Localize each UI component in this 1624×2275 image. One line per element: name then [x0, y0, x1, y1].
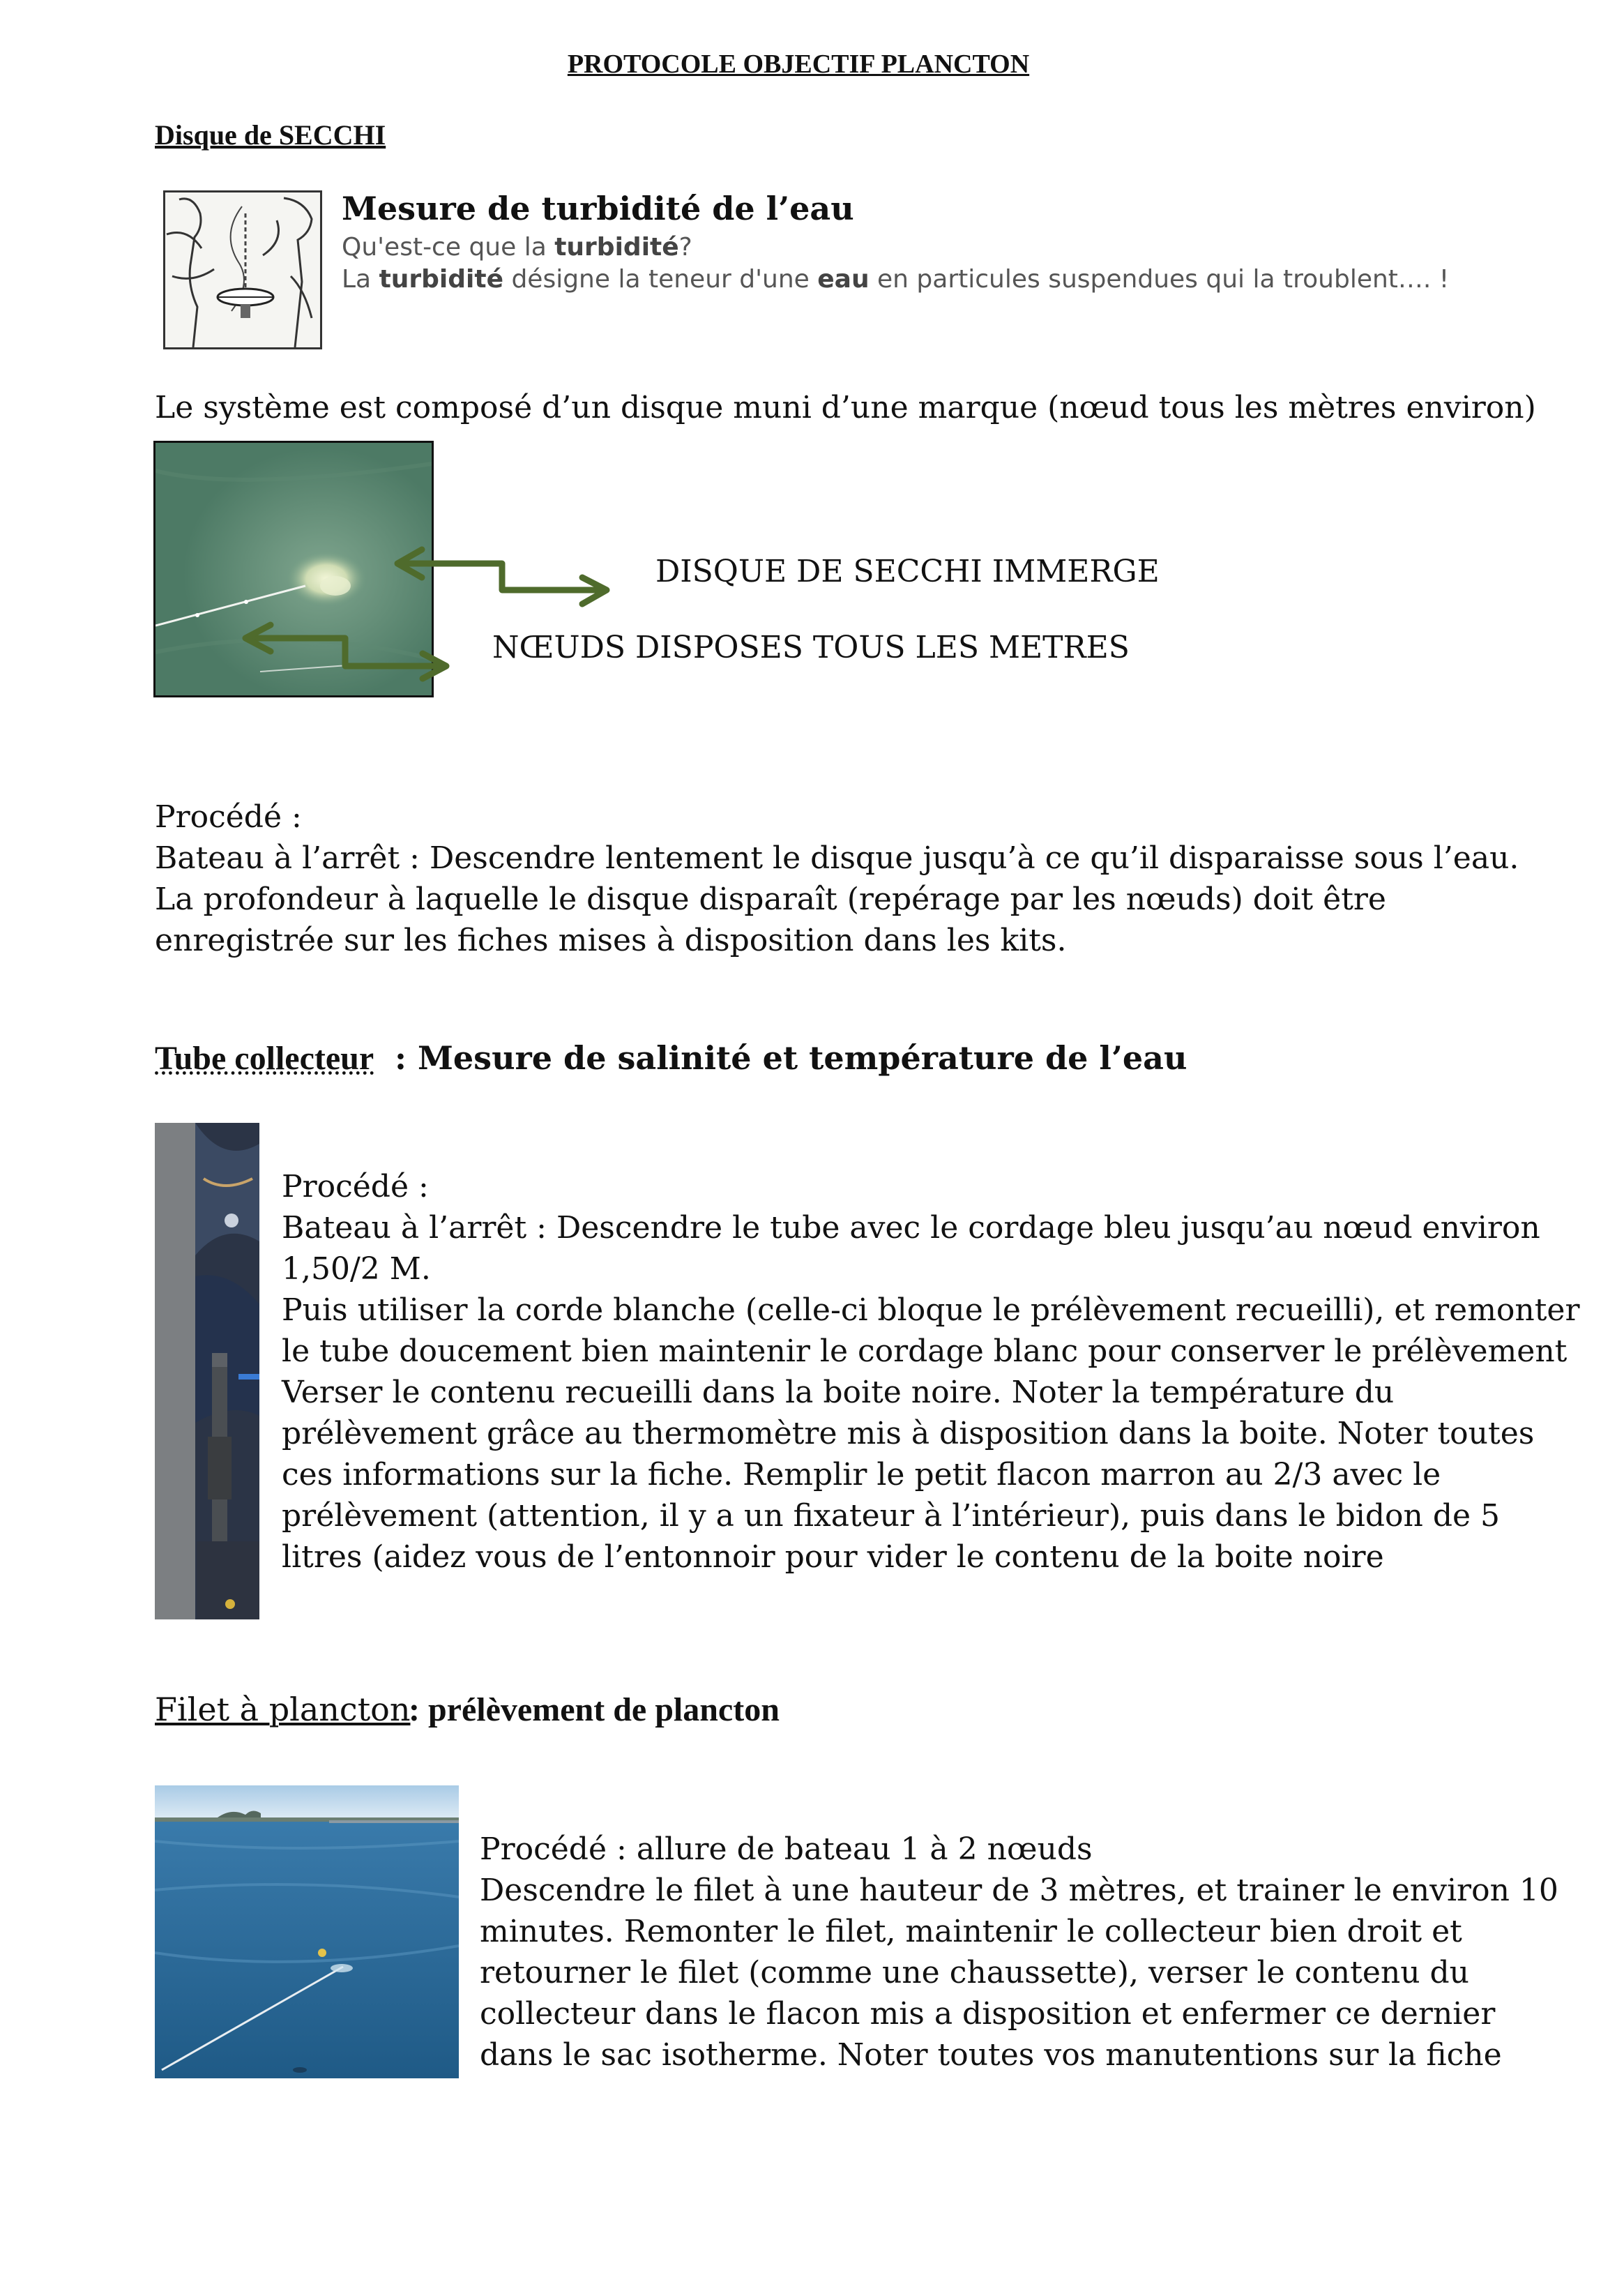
annotation-arrows [230, 537, 621, 690]
secchi-procedure [155, 796, 1519, 961]
procedure-line: retourner le filet (comme une chaussette), verser le contenu du [480, 1955, 1470, 1990]
label-knots: NŒUDS DISPOSES TOUS LES METRES [492, 630, 1130, 665]
procedure-line: enregistrée sur les fiches mises à disposition dans les kits. [155, 923, 1067, 958]
procedure-line: Puis utiliser la corde blanche (celle-ci bloque le prélèvement recueilli), et remonter [282, 1292, 1580, 1328]
procedure-line: Procédé : [282, 1169, 429, 1204]
tube-heading-subtitle: : Mesure de salinité et température de l’eau [395, 1039, 1187, 1077]
turbidity-question: Qu'est-ce que la turbidité? [342, 233, 692, 262]
secchi-heading: Disque de SECCHI [155, 119, 386, 151]
turbidity-definition: La turbidité désigne la teneur d'une eau en particules suspendues qui la troublent…. ! [342, 265, 1450, 294]
secchi-illustration [163, 190, 322, 349]
procedure-line: collecteur dans le flacon mis a disposition et enfermer ce dernier [480, 1996, 1496, 2032]
filet-procedure [480, 1829, 1558, 2076]
procedure-line: dans le sac isotherme. Noter toutes vos manutentions sur la fiche [480, 2037, 1502, 2073]
procedure-line: prélèvement grâce au thermomètre mis à disposition dans la boite. Noter toutes [282, 1416, 1535, 1451]
procedure-line: litres (aidez vous de l’entonnoir pour vider le contenu de la boite noire [282, 1539, 1384, 1575]
tube-heading: Tube collecteur [155, 1040, 374, 1077]
procedure-line: Procédé : [155, 799, 302, 835]
procedure-line: Procédé : allure de bateau 1 à 2 nœuds [480, 1831, 1093, 1867]
filet-heading: Filet à plancton [155, 1691, 411, 1728]
procedure-line: prélèvement (attention, il y a un fixateur à l’intérieur), puis dans le bidon de 5 [282, 1498, 1501, 1534]
procedure-line: le tube doucement bien maintenir le cordage blanc pour conserver le prélèvement [282, 1333, 1568, 1369]
procedure-line: Bateau à l’arrêt : Descendre le tube avec le cordage bleu jusqu’au nœud environ [282, 1210, 1540, 1246]
plankton-net-photo [155, 1785, 459, 2078]
procedure-line: Descendre le filet à une hauteur de 3 mètres, et trainer le environ 10 [480, 1873, 1558, 1908]
secchi-intro: Le système est composé d’un disque muni d’une marque (nœud tous les mètres environ) [155, 390, 1536, 425]
turbidity-title: Mesure de turbidité de l’eau [342, 190, 854, 227]
procedure-line: La profondeur à laquelle le disque disparaît (repérage par les nœuds) doit être [155, 882, 1386, 917]
procedure-line: 1,50/2 M. [282, 1251, 431, 1287]
tube-procedure [282, 1166, 1580, 1578]
procedure-line: Bateau à l’arrêt : Descendre lentement le disque jusqu’à ce qu’il disparaisse sous l’eau. [155, 840, 1519, 876]
procedure-line: ces informations sur la fiche. Remplir le petit flacon marron au 2/3 avec le [282, 1457, 1441, 1492]
page-title: PROTOCOLE OBJECTIF PLANCTON [567, 50, 1030, 79]
filet-heading-subtitle: : prélèvement de plancton [409, 1691, 780, 1728]
tube-photo [155, 1123, 259, 1619]
procedure-line: minutes. Remonter le filet, maintenir le collecteur bien droit et [480, 1914, 1462, 1949]
label-secchi-disk: DISQUE DE SECCHI IMMERGE [655, 554, 1160, 589]
procedure-line: Verser le contenu recueilli dans la boite noire. Noter la température du [282, 1375, 1395, 1410]
